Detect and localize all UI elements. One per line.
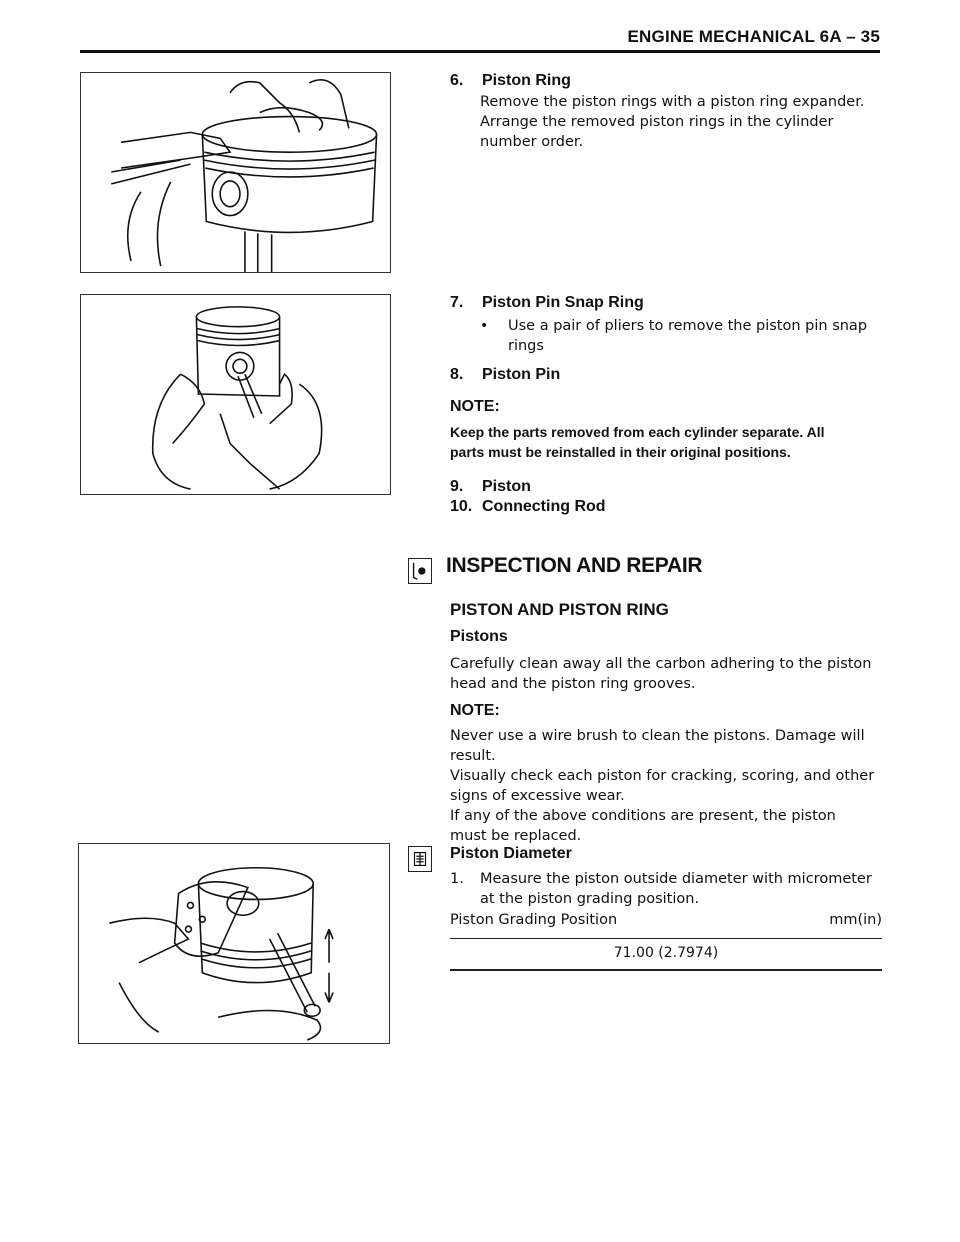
note-line: Visually check each piston for cracking, scoring, and other bbox=[450, 768, 875, 784]
inspect-icon bbox=[408, 558, 432, 584]
step-6-line: Remove the piston rings with a piston ring expander. bbox=[480, 94, 865, 110]
piston-diameter-title: Piston Diameter bbox=[450, 845, 572, 862]
table-row: 71.00 (2.7974) bbox=[613, 945, 719, 961]
piston-diameter-step bbox=[450, 869, 882, 909]
diameter-step-number: 1. bbox=[450, 871, 464, 887]
step-7-bullet-line: Use a pair of pliers to remove the piston pin snap bbox=[508, 318, 868, 334]
step-6-title: Piston Ring bbox=[482, 72, 571, 89]
note-keep-parts bbox=[450, 398, 882, 462]
note-line: signs of excessive wear. bbox=[450, 788, 625, 804]
note-line: parts must be reinstalled in their original positions. bbox=[450, 444, 791, 460]
piston-ring-expander-illustration bbox=[81, 73, 390, 272]
note-line: If any of the above conditions are present, the piston bbox=[450, 808, 836, 824]
piston-grading-table bbox=[450, 912, 882, 971]
step-9-heading bbox=[450, 478, 882, 496]
note-line: Keep the parts removed from each cylinder separate. All bbox=[450, 424, 825, 440]
step-6-text bbox=[450, 92, 882, 152]
section-title-inspection: INSPECTION AND REPAIR bbox=[446, 554, 703, 577]
step-9-title: Piston bbox=[482, 478, 531, 495]
step-8-title: Piston Pin bbox=[482, 366, 561, 383]
step-6-line: number order. bbox=[480, 134, 584, 150]
snap-ring-pliers-illustration bbox=[81, 295, 390, 494]
step-8-heading bbox=[450, 366, 882, 384]
step-7-bullet-line: rings bbox=[508, 338, 544, 354]
pistons-note-text bbox=[450, 726, 882, 846]
step-7-number: 7. bbox=[450, 294, 464, 311]
step-10-number: 10. bbox=[450, 498, 473, 515]
pistons-note-title: NOTE: bbox=[450, 702, 500, 719]
table-header-row bbox=[450, 912, 882, 936]
table-header-unit: mm(in) bbox=[829, 912, 882, 928]
step-6-number: 6. bbox=[450, 72, 464, 89]
piston-section-title: PISTON AND PISTON RING bbox=[450, 600, 669, 619]
pistons-subtitle: Pistons bbox=[450, 628, 508, 645]
step-10-heading bbox=[450, 498, 882, 516]
figure-snap-ring-removal bbox=[80, 294, 391, 495]
step-7-title: Piston Pin Snap Ring bbox=[482, 294, 644, 311]
step-6-heading bbox=[450, 72, 882, 90]
measure-icon bbox=[408, 846, 432, 872]
diameter-line: Measure the piston outside diameter with micrometer bbox=[480, 871, 872, 887]
micrometer-illustration bbox=[79, 844, 389, 1043]
note-title: NOTE: bbox=[450, 398, 500, 415]
figure-piston-diameter-measurement bbox=[78, 843, 390, 1044]
intro-line: head and the piston ring grooves. bbox=[450, 676, 696, 692]
note-text bbox=[450, 422, 882, 462]
step-10-title: Connecting Rod bbox=[482, 498, 606, 515]
note-line: result. bbox=[450, 748, 496, 764]
note-line: Never use a wire brush to clean the pistons. Damage will bbox=[450, 728, 865, 744]
header-rule bbox=[80, 50, 880, 53]
diameter-line: at the piston grading position. bbox=[480, 891, 700, 907]
bullet-marker: • bbox=[480, 318, 489, 334]
table-header-label: Piston Grading Position bbox=[450, 912, 618, 928]
step-7-bullet bbox=[450, 316, 882, 356]
intro-line: Carefully clean away all the carbon adhering to the piston bbox=[450, 656, 872, 672]
step-6-line: Arrange the removed piston rings in the cylinder bbox=[480, 114, 834, 130]
step-9-number: 9. bbox=[450, 478, 464, 495]
pistons-intro bbox=[450, 654, 882, 694]
figure-piston-ring-removal bbox=[80, 72, 391, 273]
page-header-title: ENGINE MECHANICAL 6A – 35 bbox=[627, 27, 880, 46]
note-line: must be replaced. bbox=[450, 828, 582, 844]
table-bottom-rule bbox=[450, 969, 882, 971]
step-8-number: 8. bbox=[450, 366, 464, 383]
step-7-heading bbox=[450, 294, 882, 312]
